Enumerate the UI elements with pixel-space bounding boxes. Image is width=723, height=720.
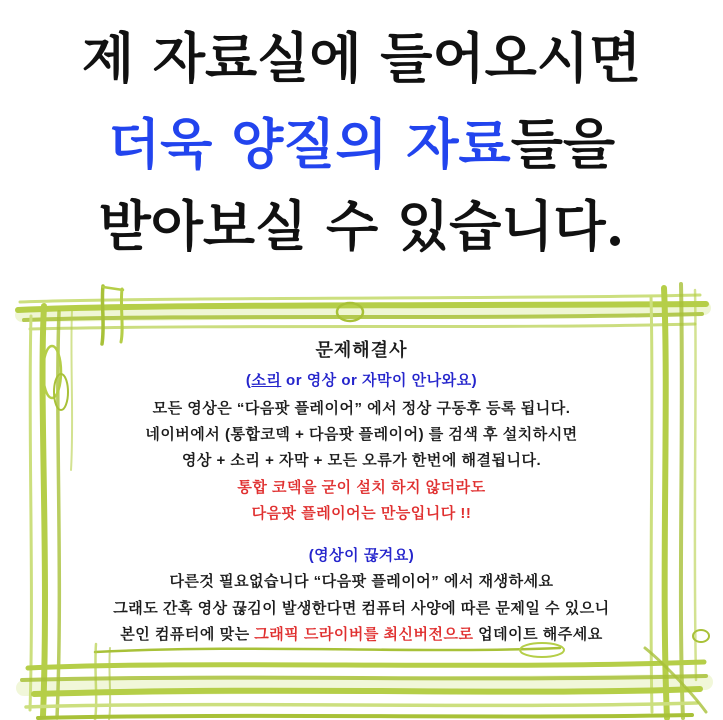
headline-line-2 bbox=[0, 108, 723, 180]
stutter-line-3-highlight: 그래픽 드라이버를 최신버전으로 bbox=[254, 626, 474, 643]
audio-line-3: 영상 + 소리 + 자막 + 모든 오류가 한번에 해결됩니다. bbox=[181, 452, 542, 469]
audio-line-2: 네이버에서 (통합코덱 + 다음팟 플레이어) 를 검색 후 설치하시면 bbox=[145, 426, 578, 443]
headline-line-2-highlight: 더욱 양질의 자료 bbox=[107, 112, 511, 176]
stutter-line-3 bbox=[0, 623, 723, 644]
stutter-section-heading: (영상이 끊겨요) bbox=[308, 547, 415, 564]
audio-heading-prefix: ( bbox=[245, 372, 252, 389]
audio-warning-line-1: 통합 코덱을 굳이 설치 하지 않더라도 bbox=[237, 479, 486, 496]
stutter-line-2: 그래도 간혹 영상 끊김이 발생한다면 컴퓨터 사양에 따른 문제일 수 있으니 bbox=[113, 600, 610, 617]
stutter-line-3-suffix: 업데이트 해주세요 bbox=[473, 626, 603, 643]
headline-line-1: 제 자료실에 들어오시면 bbox=[81, 26, 642, 90]
audio-heading-underlined: 소리 bbox=[251, 372, 282, 389]
audio-line-1: 모든 영상은 “다음팟 플레이어” 에서 정상 구동후 등록 됩니다. bbox=[152, 400, 571, 417]
notice-title: 문제해결사 bbox=[315, 340, 408, 360]
audio-section-heading bbox=[0, 369, 723, 390]
audio-heading-rest: or 영상 or 자막이 안나와요) bbox=[281, 372, 478, 389]
headline-line-2-rest: 들을 bbox=[510, 112, 616, 176]
stutter-line-3-prefix: 본인 컴퓨터에 맞는 bbox=[120, 626, 255, 643]
stutter-line-1: 다른것 필요없습니다 “다음팟 플레이어” 에서 재생하세요 bbox=[169, 573, 554, 590]
headline-line-3: 받아보실 수 있습니다. bbox=[98, 194, 625, 258]
audio-warning-line-2: 다음팟 플레이어는 만능입니다 !! bbox=[251, 505, 472, 522]
